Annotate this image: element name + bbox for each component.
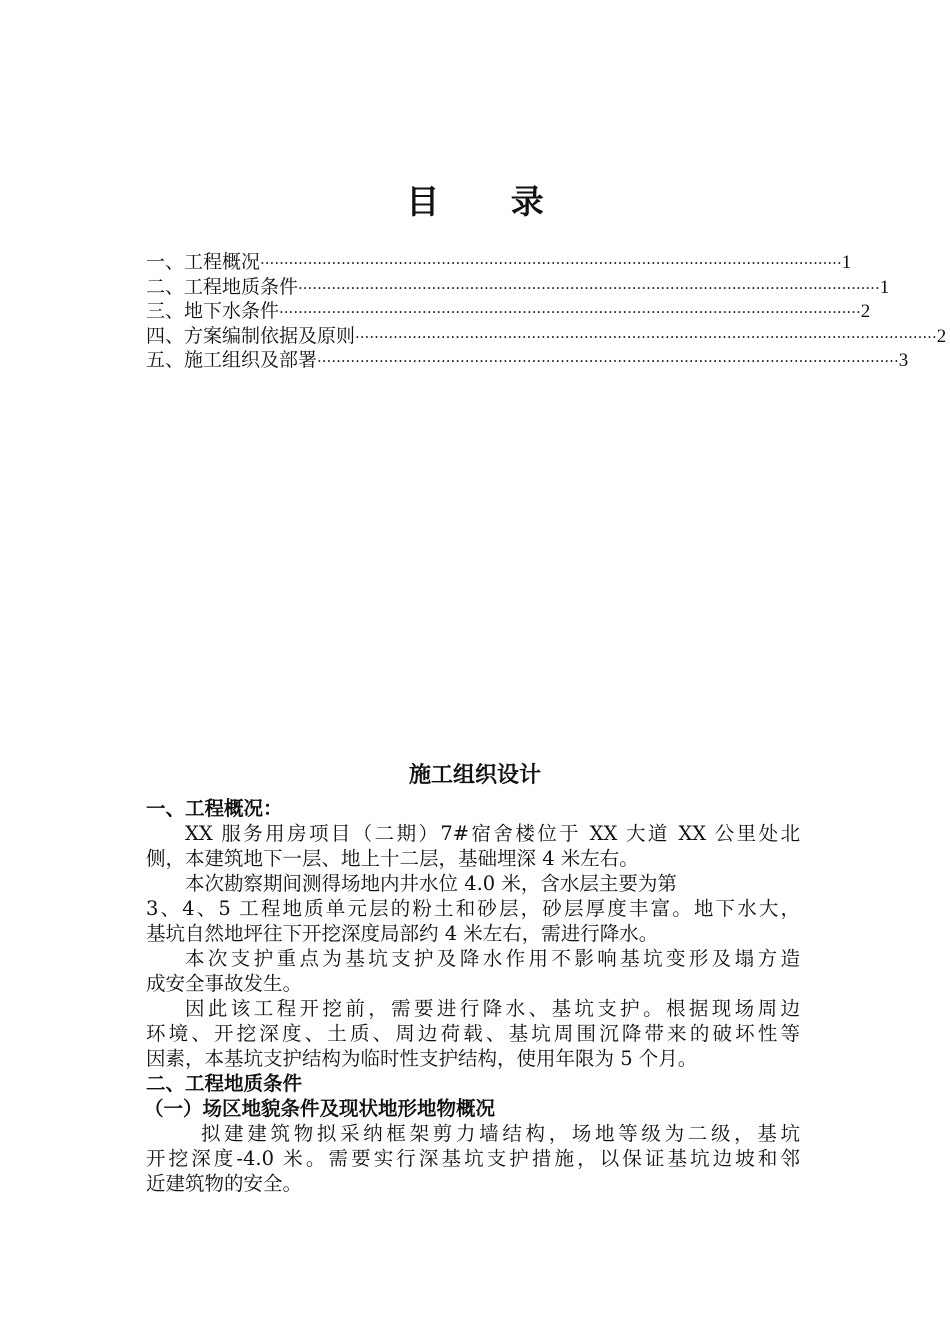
toc-leader-dots: ·························································································································· [298,278,880,297]
toc-item-label: 四、方案编制依据及原则 [146,324,356,347]
toc-item-page: 2 [936,325,947,347]
toc-item-page: 1 [841,252,852,273]
paragraph-line: 环境、开挖深度、土质、周边荷载、基坑周围沉降带来的破坏性等 [146,1022,800,1045]
paragraph-line: 因此该工程开挖前，需要进行降水、基坑支护。根据现场周边 [185,997,800,1020]
document-body [146,796,808,1196]
toc-item-page: 2 [860,301,871,322]
toc-item[interactable] [146,275,890,300]
toc-item[interactable] [146,348,909,373]
section-heading: 二、工程地质条件 [146,1072,303,1095]
toc-leader-dots: ·························································································································· [260,254,842,272]
toc-item-label: 三、地下水条件 [146,300,280,322]
toc-item-page: 3 [898,350,909,371]
paragraph-line: XX 服务用房项目（二期）7#宿舍楼位于 XX 大道 XX 公里处北 [185,822,800,845]
toc-title: 目 录 [406,182,574,221]
toc-item-label: 五、施工组织及部署 [146,349,318,371]
toc-leader-dots: ·························································································································· [317,352,899,370]
toc-item-page: 1 [879,276,890,298]
toc-item-label: 二、工程地质条件 [146,275,299,298]
paragraph-line: 因素，本基坑支护结构为临时性支护结构，使用年限为 5 个月。 [146,1047,698,1070]
paragraph-line: 基坑自然地坪往下开挖深度局部约 4 米左右，需进行降水。 [146,922,659,945]
toc-item[interactable] [146,324,947,349]
paragraph-line: 3、4、5 工程地质单元层的粉土和砂层，砂层厚度丰富。地下水大， [146,897,800,920]
paragraph-line: 本次勘察期间测得场地内井水位 4.0 米，含水层主要为第 [185,872,677,895]
paragraph-line: 开挖深度-4.0 米。需要实行深基坑支护措施，以保证基坑边坡和邻 [146,1147,800,1170]
paragraph-line: 本次支护重点为基坑支护及降水作用不影响基坑变形及塌方造 [185,947,800,970]
paragraph-line: 侧，本建筑地下一层、地上十二层，基础埋深 4 米左右。 [146,847,639,870]
subsection-heading: （一）场区地貌条件及现状地形地物概况 [144,1097,496,1120]
toc-leader-dots: ·························································································································· [355,327,937,346]
paragraph-line: 拟建建筑物拟采纳框架剪力墙结构，场地等级为二级，基坑 [201,1122,800,1145]
toc-item-label: 一、工程概况 [146,251,261,273]
paragraph-line: 近建筑物的安全。 [146,1172,303,1195]
toc-item[interactable] [146,250,852,275]
toc-item[interactable] [146,299,871,324]
table-of-contents [146,250,947,373]
document-title: 施工组织设计 [408,763,541,788]
toc-leader-dots: ·························································································································· [279,303,861,321]
paragraph-line: 成安全事故发生。 [146,972,303,995]
section-heading: 一、工程概况： [146,797,283,820]
